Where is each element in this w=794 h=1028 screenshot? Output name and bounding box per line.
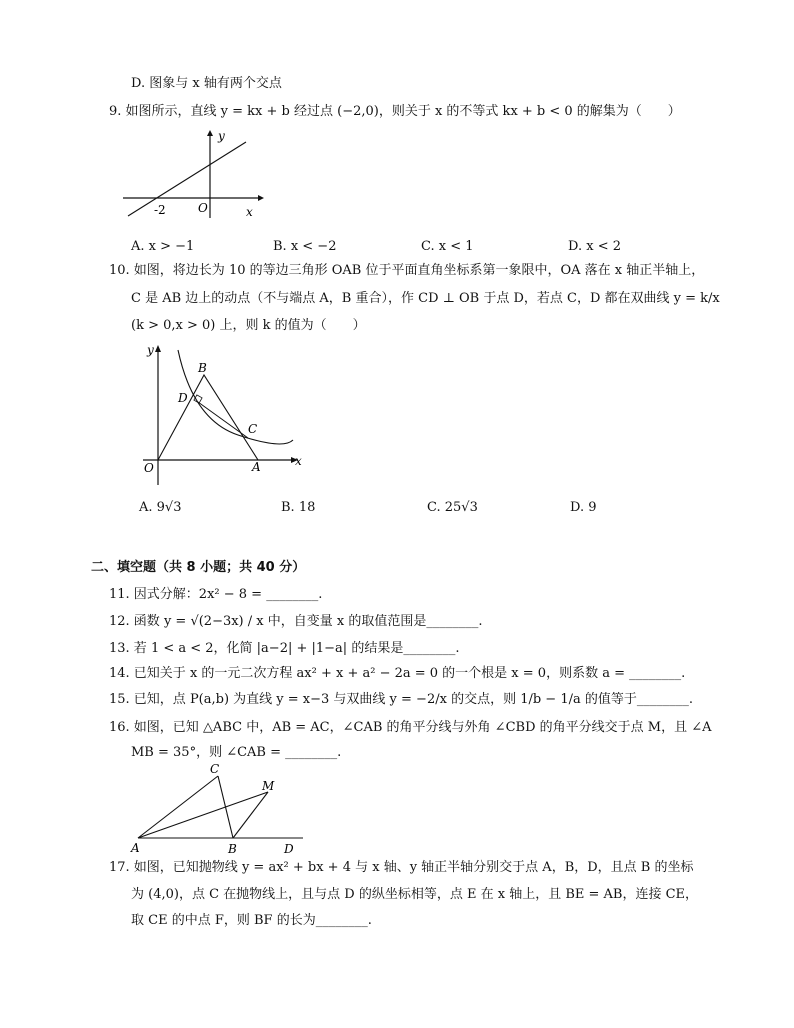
question-14: 14. 已知关于 x 的一元二次方程 ax² + x + a² − 2a = 0 的一个根是 x = 0，则系数 a = ________. — [109, 666, 686, 681]
q10-option-d: D. 9 — [570, 500, 597, 515]
q10-option-c: C. 25√3 — [427, 500, 478, 515]
point-c-label: C — [210, 762, 220, 776]
x-label: x — [246, 205, 253, 219]
q9-option-b: B. x < −2 — [273, 239, 337, 254]
figure-q9 — [118, 128, 268, 223]
question-11: 11. 因式分解：2x² − 8 = ________. — [109, 587, 323, 602]
point-c-label: C — [248, 422, 258, 436]
point-a-label: A — [252, 460, 261, 474]
point-b-label: B — [228, 842, 237, 856]
q9-option-a: A. x > −1 — [131, 239, 195, 254]
point-a-label: A — [131, 841, 140, 855]
question-9: 9. 如图所示，直线 y = kx + b 经过点 (−2,0)，则关于 x 的不等式 kx + b < 0 的解集为（ ） — [109, 104, 681, 119]
section-2-heading: 二、填空题（共 8 小题；共 40 分） — [91, 560, 306, 575]
question-10-line1: 10. 如图，将边长为 10 的等边三角形 OAB 位于平面直角坐标系第一象限中，OA 落在 x 轴正半轴上， — [109, 263, 705, 278]
origin-label: O — [144, 461, 154, 475]
question-15: 15. 已知，点 P(a,b) 为直线 y = x−3 与双曲线 y = −2/x 的交点，则 1/b − 1/a 的值等于________. — [109, 692, 693, 707]
question-17-line2: 为 (4,0)，点 C 在抛物线上，且与点 D 的纵坐标相等，点 E 在 x 轴上，且 BE = AB，连接 CE， — [131, 887, 699, 902]
q8-option-d: D. 图象与 x 轴有两个交点 — [131, 76, 282, 91]
question-10-line2: C 是 AB 边上的动点（不与端点 A，B 重合），作 CD ⊥ OB 于点 D，若点 C，D 都在双曲线 y = k/x — [131, 291, 720, 306]
x-axis-arrow — [258, 195, 264, 201]
x-label: x — [295, 454, 302, 468]
question-16-line2: MB = 35°，则 ∠CAB = ________. — [131, 745, 342, 760]
segment-ac — [138, 776, 218, 838]
q10-option-a: A. 9√3 — [139, 500, 182, 515]
segment-am — [138, 792, 268, 838]
figure-q10 — [138, 340, 308, 488]
question-10-line3: (k > 0,x > 0) 上，则 k 的值为（ ） — [131, 318, 366, 333]
segment-cd — [198, 402, 248, 438]
line-y-kx-b — [128, 142, 246, 216]
question-12: 12. 函数 y = √(2−3x) / x 中，自变量 x 的取值范围是________. — [109, 614, 483, 629]
y-label: y — [218, 129, 225, 143]
point-d-label: D — [178, 391, 188, 405]
figure-q16 — [128, 760, 308, 856]
origin-label: O — [198, 201, 208, 215]
q9-option-d: D. x < 2 — [568, 239, 621, 254]
question-17-line1: 17. 如图，已知抛物线 y = ax² + bx + 4 与 x 轴、y 轴正半轴分别交于点 A，B，D，且点 B 的坐标 — [109, 860, 694, 875]
y-axis-arrow — [207, 130, 213, 136]
point-minus2-label: -2 — [154, 203, 166, 217]
triangle-oab — [158, 375, 258, 460]
question-17-line3: 取 CE 的中点 F，则 BF 的长为________. — [131, 913, 372, 928]
q10-option-b: B. 18 — [281, 500, 316, 515]
question-13: 13. 若 1 < a < 2，化简 |a−2| + |1−a| 的结果是________. — [109, 641, 460, 656]
point-b-label: B — [198, 361, 207, 375]
question-16-line1: 16. 如图，已知 △ABC 中，AB = AC，∠CAB 的角平分线与外角 ∠CBD 的角平分线交于点 M，且 ∠A — [109, 720, 712, 735]
y-axis-arrow — [155, 345, 161, 352]
point-m-label: M — [262, 779, 275, 793]
point-d-label: D — [284, 842, 294, 856]
segment-bm — [233, 792, 268, 838]
y-label: y — [147, 343, 154, 357]
q9-option-c: C. x < 1 — [421, 239, 474, 254]
